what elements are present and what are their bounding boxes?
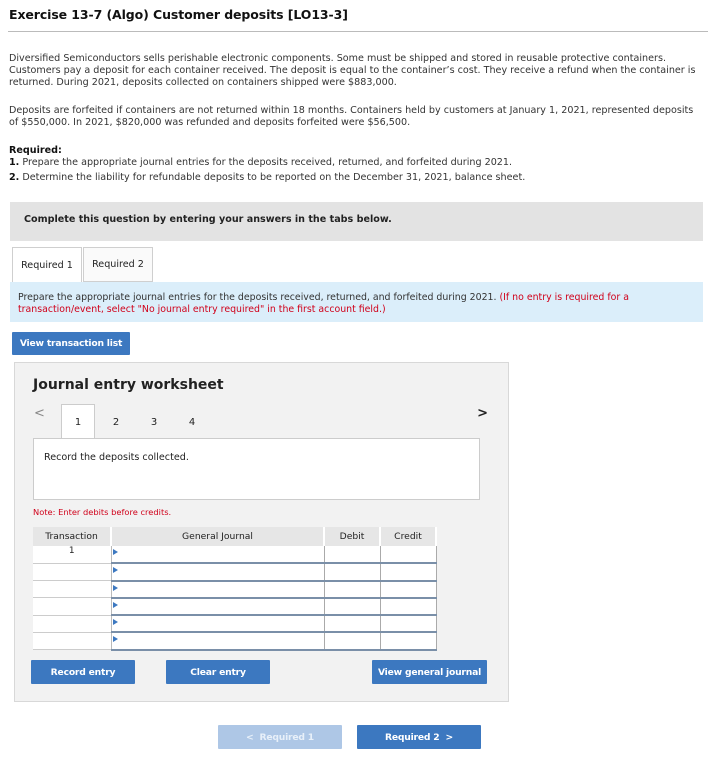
view-general-journal-button[interactable]: View general journal	[372, 660, 487, 684]
journal-row	[33, 615, 436, 632]
transaction-cell	[33, 563, 111, 580]
journal-row	[33, 598, 436, 615]
credit-input[interactable]	[380, 581, 436, 598]
account-select[interactable]	[111, 598, 324, 615]
worksheet-page-1[interactable]: 1	[61, 404, 95, 439]
record-entry-button[interactable]: Record entry	[31, 660, 135, 684]
instructions-banner	[10, 202, 703, 241]
debit-input[interactable]	[324, 546, 380, 563]
transaction-cell	[33, 615, 111, 632]
chevron-left-icon[interactable]: <	[34, 406, 45, 421]
transaction-cell	[33, 581, 111, 598]
entry-prompt: Record the deposits collected.	[44, 452, 189, 463]
debit-input[interactable]	[324, 598, 380, 615]
debit-input[interactable]	[324, 563, 380, 580]
clear-entry-button[interactable]: Clear entry	[166, 660, 270, 684]
account-select[interactable]	[111, 581, 324, 598]
transaction-cell	[33, 598, 111, 615]
prev-required-label: Required 1	[259, 731, 314, 743]
chevron-right-icon: >	[439, 731, 453, 743]
credit-input[interactable]	[380, 546, 436, 563]
worksheet-page-2[interactable]: 2	[112, 416, 120, 428]
credit-input[interactable]	[380, 615, 436, 632]
transaction-number: 1	[33, 546, 111, 563]
problem-paragraph-1: Diversified Semiconductors sells perishable electronic components. Some must be shipped and stored in reusable protective containers. Customers pay a deposit for each container received. The deposit is equal to the container’s cost. They receive a refund when the container is returned. During 2021, deposits collected on containers shipped were $883,000.	[9, 53, 696, 88]
account-select[interactable]	[111, 546, 324, 563]
worksheet-page-3[interactable]: 3	[150, 416, 158, 428]
entry-prompt-box	[33, 438, 480, 500]
page-title: Exercise 13-7 (Algo) Customer deposits [LO13-3]	[9, 7, 348, 22]
account-select[interactable]	[111, 563, 324, 580]
required-item-text: Prepare the appropriate journal entries for the deposits received, returned, and forfeited during 2021.	[22, 157, 513, 168]
debit-credit-note: Note: Enter debits before credits.	[33, 507, 172, 517]
credit-column-header: Credit	[380, 527, 436, 546]
journal-header-row	[33, 527, 436, 546]
journal-row	[33, 632, 436, 649]
instruction-text: Prepare the appropriate journal entries for the deposits received, returned, and forfeited during 2021.	[18, 292, 497, 303]
required-item-text: Determine the liability for refundable deposits to be reported on the December 31, 2021, balance sheet.	[22, 172, 526, 183]
journal-entry-worksheet	[14, 362, 509, 702]
instruction-hint: (If no entry is required for a transaction/event, select "No journal entry required" in the first account field.)	[18, 292, 629, 315]
account-column-header: General Journal	[111, 527, 324, 546]
required-heading: Required:	[9, 145, 62, 156]
banner-text: Complete this question by entering your answers in the tabs below.	[24, 214, 392, 225]
view-transaction-list-button[interactable]: View transaction list	[12, 332, 130, 355]
next-required-button[interactable]	[357, 725, 481, 749]
credit-input[interactable]	[380, 632, 436, 649]
required-item-1	[9, 157, 512, 168]
journal-row	[33, 581, 436, 598]
transaction-cell	[33, 632, 111, 649]
problem-paragraph-2: Deposits are forfeited if containers are not returned within 18 months. Containers held by customers at January 1, 2021, represented deposits of $550,000. In 2021, $820,000 was refunded and deposits forfeited were $56,500.	[9, 105, 694, 128]
chevron-left-icon: <	[245, 731, 260, 743]
prev-required-button[interactable]	[218, 725, 342, 749]
title-divider	[8, 31, 708, 32]
worksheet-page-4[interactable]: 4	[188, 416, 196, 428]
required-item-number: 2.	[9, 172, 20, 183]
credit-input[interactable]	[380, 598, 436, 615]
journal-table	[33, 527, 437, 651]
debit-input[interactable]	[324, 615, 380, 632]
required-item-number: 1.	[9, 157, 20, 168]
tab-required-2[interactable]: Required 2	[83, 247, 153, 282]
transaction-column-header: Transaction	[33, 527, 111, 546]
debit-input[interactable]	[324, 581, 380, 598]
debit-input[interactable]	[324, 632, 380, 649]
credit-input[interactable]	[380, 563, 436, 580]
journal-row	[33, 546, 436, 563]
worksheet-title: Journal entry worksheet	[33, 377, 224, 393]
debit-column-header: Debit	[324, 527, 380, 546]
journal-row	[33, 563, 436, 580]
account-select[interactable]	[111, 615, 324, 632]
required-item-2	[9, 172, 525, 183]
account-select[interactable]	[111, 632, 324, 649]
tab-required-1[interactable]: Required 1	[12, 247, 82, 283]
tab-instruction	[10, 282, 703, 322]
chevron-right-icon[interactable]: >	[477, 406, 488, 421]
next-required-label: Required 2	[384, 731, 440, 743]
